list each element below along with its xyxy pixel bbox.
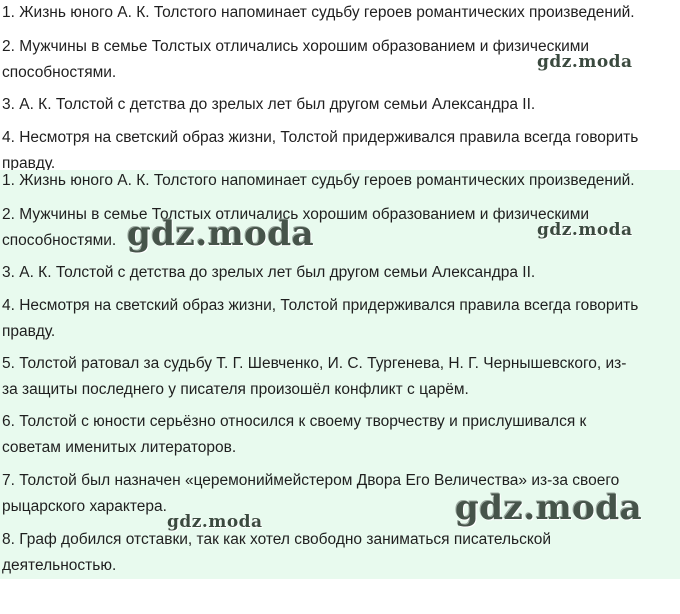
watermark: gdz.moda [537,52,633,72]
statement-5: 5. Толстой ратовал за судьбу Т. Г. Шевченко, И. С. Тургенева, Н. Г. Чернышевского, из-за защиты последнего у писателя произошёл конфликт с царём. [2,355,627,398]
answer-block-full [0,170,680,579]
watermark: gdz.moda [455,488,643,528]
statement-8: 8. Граф добился отставки, так как хотел свободно заниматься писательской деятельностью. [2,531,552,574]
statement-7: 7. Толстой был назначен «церемониймейстером Двора Его Величества» из-за своего рыцарского характера. [2,472,620,515]
answer-block-preview [0,0,680,170]
statement-1: 1. Жизнь юного А. К. Толстого напоминает судьбу героев романтических произведений. [2,172,635,189]
statement-4: 4. Несмотря на светский образ жизни, Толстой придерживался правила всегда говорить правду. [2,129,639,170]
statement-2: 2. Мужчины в семье Толстых отличались хорошим образованием и физическими способностями. [2,38,590,81]
statement-4: 4. Несмотря на светский образ жизни, Толстой придерживался правила всегда говорить правду. [2,297,639,340]
statement-3: 3. А. К. Толстой с детства до зрелых лет был другом семьи Александра II. [2,264,536,281]
statement-2: 2. Мужчины в семье Толстых отличались хорошим образованием и физическими способностями. [2,206,590,249]
statement-6: 6. Толстой с юности серьёзно относился к своему творчеству и прислушивался к советам именитых литераторов. [2,413,587,456]
watermark: gdz.moda [127,214,315,254]
watermark: gdz.moda [537,220,633,240]
statement-1: 1. Жизнь юного А. К. Толстого напоминает судьбу героев романтических произведений. [2,4,635,21]
watermark: gdz.moda [167,512,263,532]
statement-3: 3. А. К. Толстой с детства до зрелых лет был другом семьи Александра II. [2,96,536,113]
